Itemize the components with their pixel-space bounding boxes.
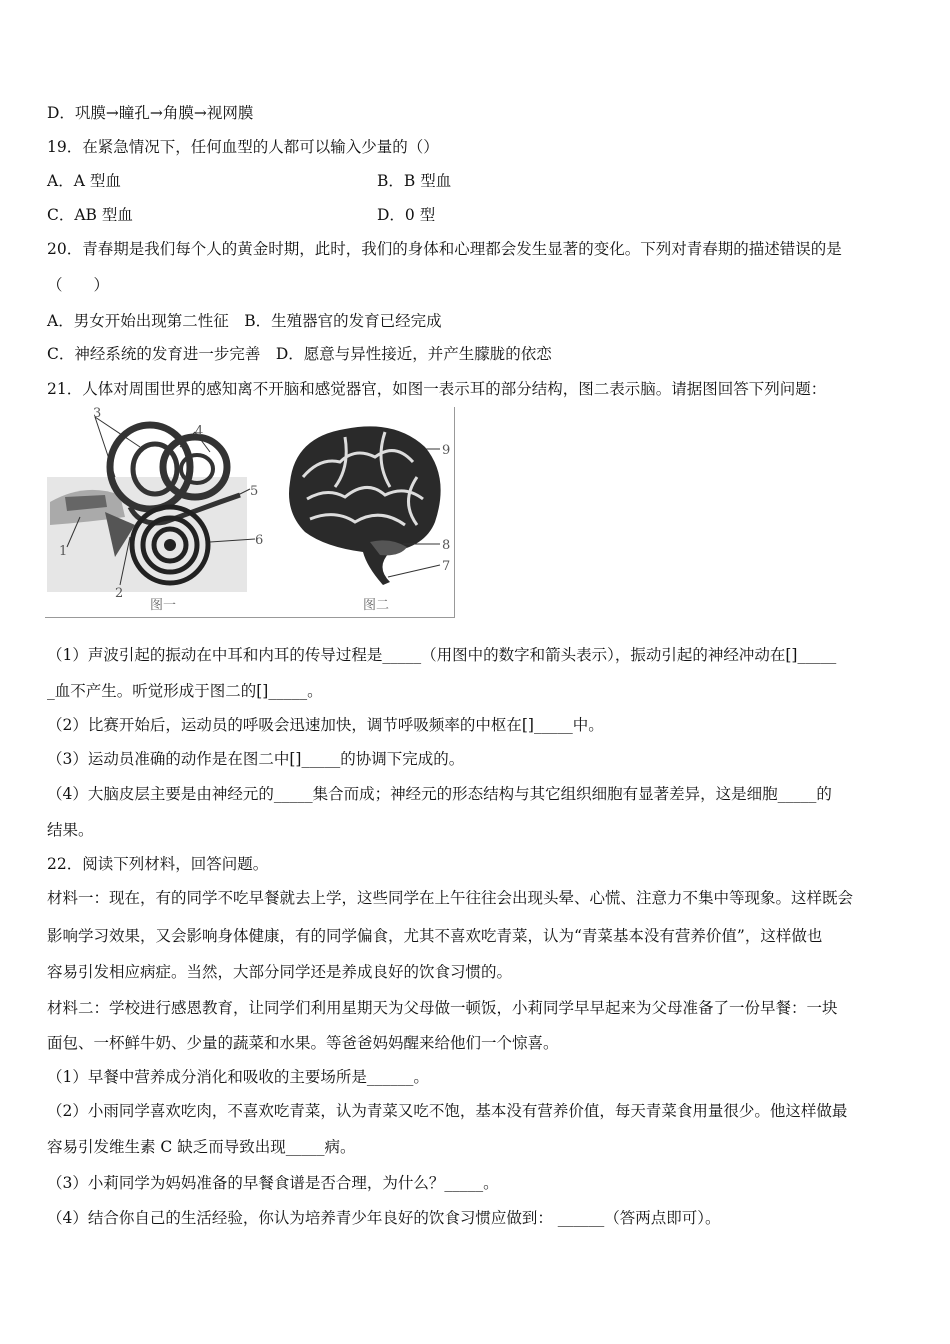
label-7: 7 xyxy=(442,559,451,574)
q22-material1-line1: 材料一：现在，有的同学不吃早餐就去上学，这些同学在上午往往会出现头晕、心慌、注意力不集中等现象。这样既会 xyxy=(47,889,854,907)
q22-sub2-line2: 容易引发维生素 C 缺乏而导致出现_____病。 xyxy=(47,1138,356,1156)
q19-option-d: D．0 型 xyxy=(377,206,436,224)
q20-stem: 20．青春期是我们每个人的黄金时期，此时，我们的身体和心理都会发生显著的变化。下列对青春期的描述错误的是 xyxy=(47,240,842,258)
q22-stem: 22．阅读下列材料，回答问题。 xyxy=(47,855,269,873)
q20-options-cd: C．神经系统的发育进一步完善 D．愿意与异性接近，并产生朦胧的依恋 xyxy=(47,345,552,363)
q22-sub3: （3）小莉同学为妈妈准备的早餐食谱是否合理，为什么？_____。 xyxy=(47,1174,499,1192)
label-5: 5 xyxy=(250,484,259,499)
q19-option-c: C．AB 型血 xyxy=(47,206,133,224)
q21-sub1-line1: （1）声波引起的振动在中耳和内耳的传导过程是_____（用图中的数字和箭头表示），振动引起的神经冲动在[]_____ xyxy=(47,646,837,664)
q22-material2-line1: 材料二：学校进行感恩教育，让同学们利用星期天为父母做一顿饭，小莉同学早早起来为父母准备了一份早餐：一块 xyxy=(47,999,838,1017)
q19-option-b: B．B 型血 xyxy=(377,172,452,190)
q22-material2-line2: 面包、一杯鲜牛奶、少量的蔬菜和水果。等爸爸妈妈醒来给他们一个惊喜。 xyxy=(47,1034,559,1052)
q22-sub1: （1）早餐中营养成分消化和吸收的主要场所是______。 xyxy=(47,1068,429,1086)
label-3: 3 xyxy=(93,407,102,421)
q19-stem: 19．在紧急情况下，任何血型的人都可以输入少量的（） xyxy=(47,138,439,156)
label-4: 4 xyxy=(195,424,204,439)
ear-illustration xyxy=(47,417,255,592)
ear-brain-diagram xyxy=(45,407,454,617)
q22-sub4: （4）结合你自己的生活经验，你认为培养青少年良好的饮食习惯应做到： ______（答两点即可）。 xyxy=(47,1209,721,1227)
q21-sub2: （2）比赛开始后，运动员的呼吸会迅速加快，调节呼吸频率的中枢在[]_____中。 xyxy=(47,716,604,734)
q21-figure xyxy=(45,407,455,618)
q21-sub4-line1: （4）大脑皮层主要是由神经元的_____集合而成；神经元的形态结构与其它组织细胞有显著差异，这是细胞_____的 xyxy=(47,785,832,803)
q21-sub3: （3）运动员准确的动作是在图二中[]_____的协调下完成的。 xyxy=(47,750,465,768)
label-8: 8 xyxy=(442,538,451,553)
q21-stem: 21．人体对周围世界的感知离不开脑和感觉器官，如图一表示耳的部分结构，图二表示脑。请据图回答下列问题： xyxy=(47,380,827,398)
q22-sub2-line1: （2）小雨同学喜欢吃肉，不喜欢吃青菜，认为青菜又吃不饱，基本没有营养价值，每天青菜食用量很少。他这样做最 xyxy=(47,1102,848,1120)
q22-material1-line2: 影响学习效果，又会影响身体健康，有的同学偏食，尤其不喜欢吃青菜，认为“青菜基本没有营养价值”，这样做也 xyxy=(47,927,823,945)
label-6: 6 xyxy=(255,533,264,548)
label-9: 9 xyxy=(442,443,451,458)
q20-options-ab: A．男女开始出现第二性征 B．生殖器官的发育已经完成 xyxy=(47,312,442,330)
q18-option-d: D．巩膜→瞳孔→角膜→视网膜 xyxy=(47,104,254,122)
q20-paren: （ ） xyxy=(47,276,110,294)
label-1: 1 xyxy=(59,544,68,559)
q19-option-a: A．A 型血 xyxy=(47,172,121,190)
fig2-caption: 图二 xyxy=(363,598,390,613)
q21-sub1-line2: _血不产生。听觉形成于图二的[]_____。 xyxy=(47,682,323,700)
q21-sub4-line2: 结果。 xyxy=(47,821,94,839)
fig1-caption: 图一 xyxy=(150,598,177,613)
brain-illustration xyxy=(289,426,441,585)
label-2: 2 xyxy=(115,586,124,601)
q22-material1-line3: 容易引发相应病症。当然，大部分同学还是养成良好的饮食习惯的。 xyxy=(47,963,513,981)
